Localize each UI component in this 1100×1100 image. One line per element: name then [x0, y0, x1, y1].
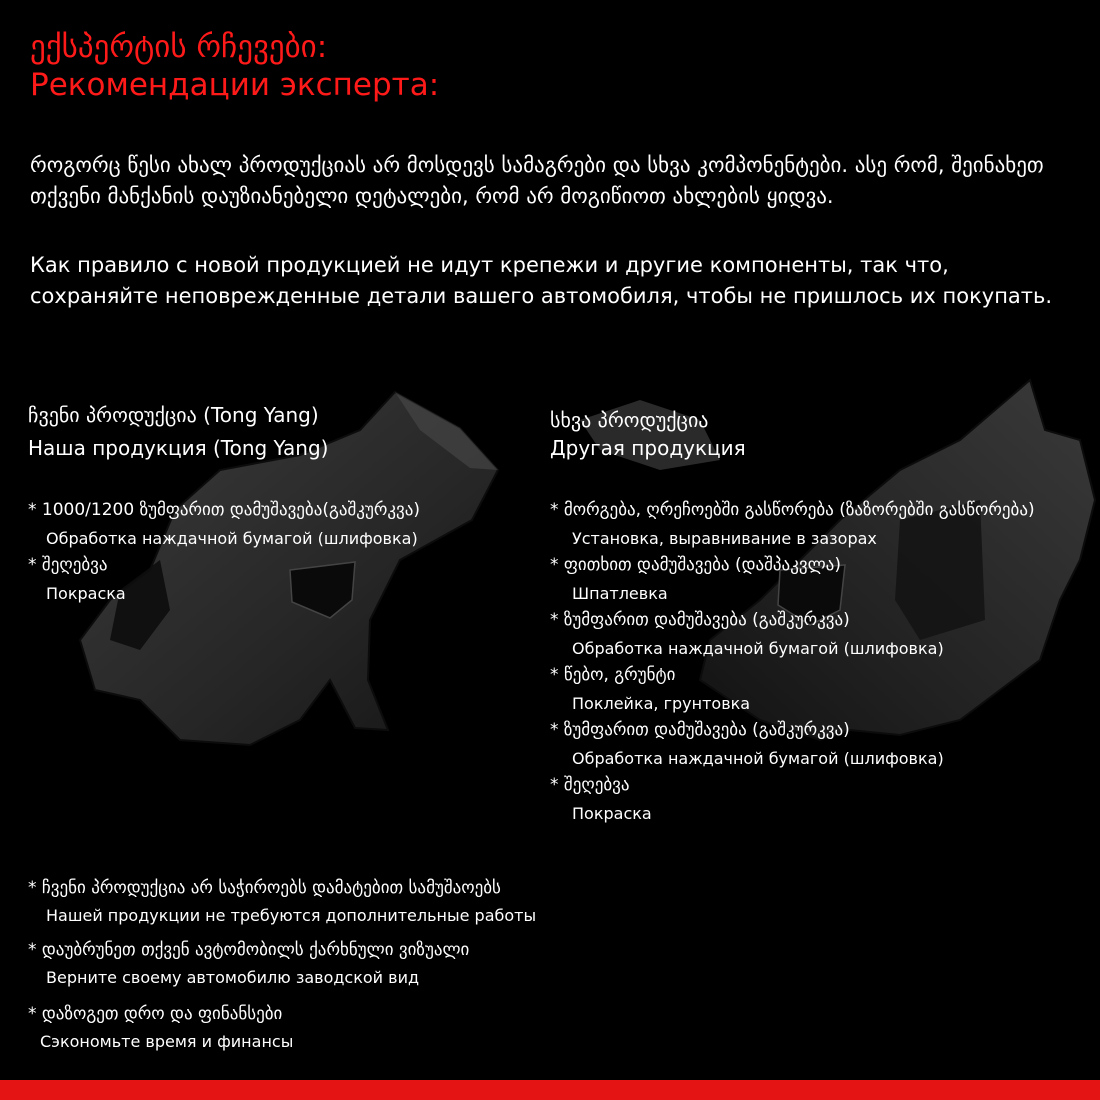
item-georgian: შეღებვა	[41, 555, 108, 575]
benefit-russian: Сэкономьте время и финансы	[40, 1032, 294, 1051]
list-item	[28, 940, 469, 960]
benefit-russian: Верните своему автомобилю заводской вид	[46, 968, 420, 987]
benefit-georgian: ჩვენი პროდუქცია არ საჭიროებს დამატებით სამუშაოებს	[41, 878, 501, 898]
bullet: *	[550, 720, 559, 740]
list-item	[28, 555, 107, 575]
title-georgian: ექსპერტის რჩევები:	[30, 29, 328, 65]
list-item	[28, 878, 501, 898]
list-item	[550, 775, 629, 795]
bullet: *	[550, 665, 559, 685]
item-georgian: 1000/1200 ზუმფარით დამუშავება(გაშკურკვა)	[41, 500, 421, 520]
others-title-russian: Другая продукция	[550, 436, 746, 460]
item-russian: Поклейка, грунтовка	[572, 694, 751, 713]
ours-title-russian: Наша продукция (Tong Yang)	[28, 436, 329, 460]
item-russian: Покраска	[572, 804, 652, 823]
item-russian: Обработка наждачной бумагой (шлифовка)	[46, 529, 418, 548]
item-russian: Покраска	[46, 584, 126, 603]
list-item	[550, 665, 675, 685]
list-item	[28, 500, 420, 520]
bullet: *	[550, 555, 559, 575]
item-georgian: მორგება, ღრეჩოებში გასწორება (ზაზორებში გასწორება)	[563, 500, 1035, 520]
bullet: *	[550, 775, 559, 795]
bullet: *	[550, 610, 559, 630]
list-item	[550, 555, 841, 575]
ours-title-georgian: ჩვენი პროდუქცია (Tong Yang)	[28, 403, 319, 427]
intro-russian: Как правило с новой продукцией не идут крепежи и другие компоненты, так что, сохраняйте неповрежденные детали вашего автомобиля, чтобы не пришлось их покупать.	[30, 253, 1053, 308]
list-item	[550, 610, 850, 630]
list-item	[28, 1004, 282, 1024]
intro-georgian: როგორც წესი ახალ პროდუქციას არ მოსდევს სამაგრები და სხვა კომპონენტები. ასე რომ, შეინახეთ თქვენი მანქანის დაუზიანებელი დეტალები, რომ არ მოგიწიოთ ახლების ყიდვა.	[30, 153, 1044, 208]
bullet: *	[28, 878, 37, 898]
bottom-accent-bar	[0, 1080, 1100, 1100]
list-item	[550, 720, 850, 740]
item-russian: Обработка наждачной бумагой (шлифовка)	[572, 639, 944, 658]
title-russian: Рекомендации эксперта:	[30, 67, 440, 103]
item-georgian: წებო, გრუნტი	[563, 665, 676, 685]
bullet: *	[28, 1004, 37, 1024]
item-russian: Установка, выравнивание в зазорах	[572, 529, 877, 548]
list-item	[550, 500, 1035, 520]
bullet: *	[28, 500, 37, 520]
bullet: *	[28, 940, 37, 960]
bullet: *	[28, 555, 37, 575]
bullet: *	[550, 500, 559, 520]
others-title-georgian: სხვა პროდუქცია	[550, 408, 709, 432]
benefit-russian: Нашей продукции не требуются дополнительные работы	[46, 906, 537, 925]
benefit-georgian: დაზოგეთ დრო და ფინანსები	[41, 1004, 283, 1024]
item-georgian: ზუმფარით დამუშავება (გაშკურკვა)	[563, 720, 850, 740]
item-russian: Обработка наждачной бумагой (шлифовка)	[572, 749, 944, 768]
item-georgian: შეღებვა	[563, 775, 630, 795]
item-georgian: ფითხით დამუშავება (დაშპაკვლა)	[563, 555, 841, 575]
item-georgian: ზუმფარით დამუშავება (გაშკურკვა)	[563, 610, 850, 630]
item-russian: Шпатлевка	[572, 584, 668, 603]
benefit-georgian: დაუბრუნეთ თქვენ ავტომობილს ქარხნული ვიზუალი	[41, 940, 470, 960]
